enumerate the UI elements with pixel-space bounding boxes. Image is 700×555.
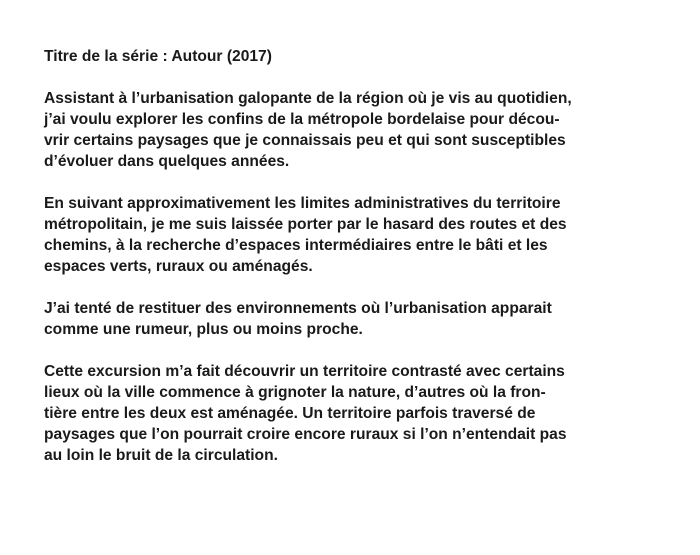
paragraph-line: J’ai tenté de restituer des environnements où l’urbanisation apparait: [44, 300, 552, 317]
paragraph-line: j’ai voulu explorer les confins de la métropole bordelaise pour décou-: [44, 111, 560, 128]
paragraph-line: métropolitain, je me suis laissée porter par le hasard des routes et des: [44, 216, 567, 233]
paragraph-line: Assistant à l’urbanisation galopante de la région où je vis au quotidien,: [44, 90, 572, 107]
paragraph-4: [44, 361, 664, 466]
series-title: Titre de la série : Autour (2017): [44, 48, 272, 65]
paragraph-line: Cette excursion m’a fait découvrir un territoire contrasté avec certains: [44, 363, 565, 380]
paragraph-line: au loin le bruit de la circulation.: [44, 447, 278, 464]
paragraph-line: comme une rumeur, plus ou moins proche.: [44, 321, 363, 338]
paragraph-line: tière entre les deux est aménagée. Un territoire parfois traversé de: [44, 405, 536, 422]
paragraph-line: paysages que l’on pourrait croire encore ruraux si l’on n’entendait pas: [44, 426, 567, 443]
paragraph-line: espaces verts, ruraux ou aménagés.: [44, 258, 313, 275]
paragraph-line: d’évoluer dans quelques années.: [44, 153, 290, 170]
paragraph-3: [44, 298, 664, 340]
paragraph-line: vrir certains paysages que je connaissais peu et qui sont susceptibles: [44, 132, 566, 149]
paragraph-1: [44, 88, 664, 172]
paragraph-line: lieux où la ville commence à grignoter la nature, d’autres où la fron-: [44, 384, 546, 401]
paragraph-line: chemins, à la recherche d’espaces intermédiaires entre le bâti et les: [44, 237, 548, 254]
paragraph-line: En suivant approximativement les limites administratives du territoire: [44, 195, 561, 212]
document-body: [44, 46, 664, 487]
paragraph-2: [44, 193, 664, 277]
